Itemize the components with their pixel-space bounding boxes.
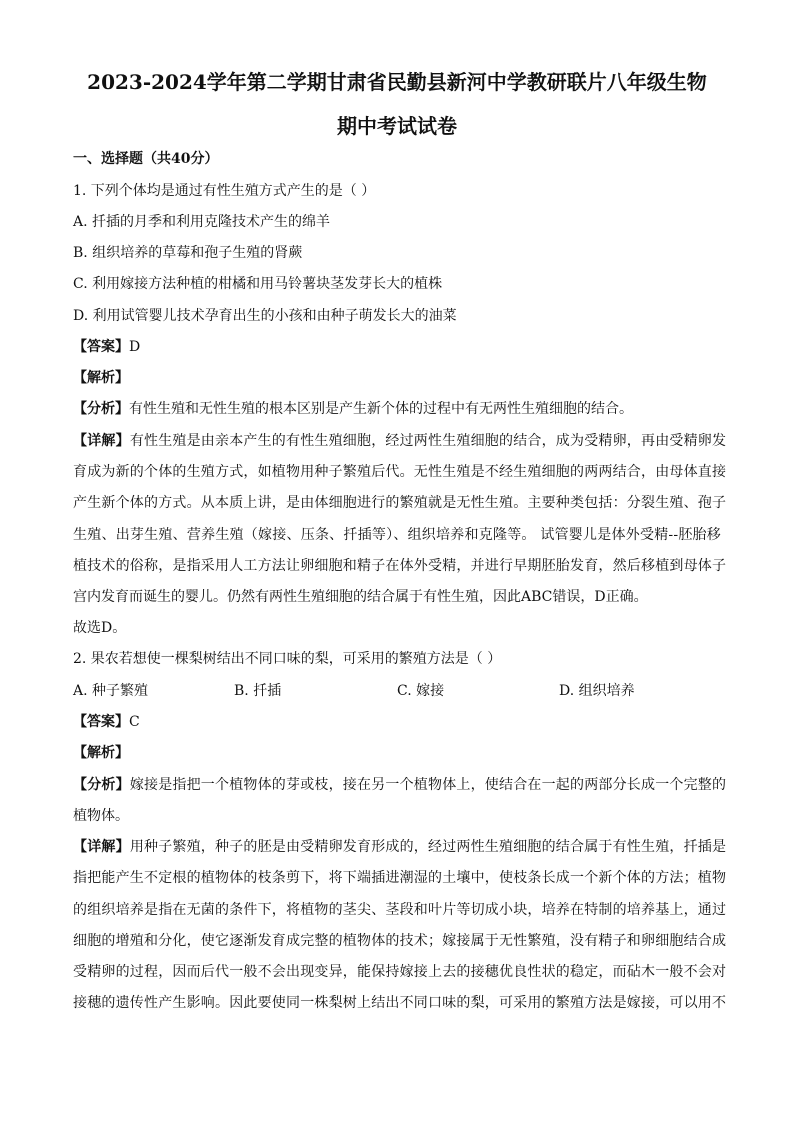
xiangjie-text: 有性生殖是由亲本产生的有性生殖细胞，经过两性生殖细胞的结合，成为受精卵，再由受精卵发 [129,433,727,449]
fenxi-tag: 【分析】 [73,401,129,417]
q2-option-a: A. 种子繁殖 [73,683,149,699]
q2-xiangjie-line6: 接穗的遗传性产生影响。因此要使同一株梨树上结出不同口味的梨，可采用的繁殖方法是嫁接，可以用不 [73,995,727,1011]
q2-answer [73,711,721,733]
fenxi-text: 嫁接是指把一个植物体的芽或枝，接在另一个植物体上，使结合在一起的两部分长成一个完整的 [129,777,727,793]
q2-option-d: D. 组织培养 [559,683,635,699]
q1-xiangjie-line5: 植技术的俗称，是指采用人工方法让卵细胞和精子在体外受精，并进行早期胚胎发育，然后移植到母体子 [73,558,727,574]
answer-tag: 【答案】 [73,714,129,730]
q1-option-b: B. 组织培养的草莓和孢子生殖的肾蕨 [73,245,303,261]
q1-conclusion: 故选D。 [73,620,127,636]
q2-fenxi-line1 [73,774,727,796]
document-title-line1: 2023-2024学年第二学期甘肃省民勤县新河中学教研联片八年级生物 [87,70,707,94]
fenxi-tag: 【分析】 [73,777,130,793]
section-heading: 一、选择题（共40分） [73,151,219,167]
q1-xiangjie-line1 [73,430,727,452]
xiangjie-tag: 【详解】 [73,839,130,855]
q2-fenxi-line2: 植物体。 [73,808,129,824]
answer-value: D [129,339,141,355]
q2-xiangjie-line4: 细胞的增殖和分化，使它逐渐发育成完整的植物体的技术；嫁接属于无性繁殖，没有精子和卵细胞结合成 [73,933,727,949]
q1-fenxi [73,398,721,420]
q2-option-c: C. 嫁接 [397,683,445,699]
q2-xiangjie-line1 [73,836,727,858]
q1-option-c: C. 利用嫁接方法种植的柑橘和用马铃薯块茎发芽长大的植株 [73,276,443,292]
q1-answer [73,336,721,358]
xiangjie-text: 用种子繁殖，种子的胚是由受精卵发育形成的，经过两性生殖细胞的结合属于有性生殖，扦插是 [129,839,727,855]
q2-analysis-tag: 【解析】 [73,745,129,761]
answer-tag: 【答案】 [73,339,129,355]
q1-option-a: A. 扦插的月季和利用克隆技术产生的绵羊 [73,214,331,230]
q2-xiangjie-line3: 的组织培养是指在无菌的条件下，将植物的茎尖、茎段和叶片等切成小块，培养在特制的培养基上，通过 [73,902,727,918]
q1-stem: 1. 下列个体均是通过有性生殖方式产生的是（ ） [73,183,376,199]
fenxi-text: 有性生殖和无性生殖的根本区别是产生新个体的过程中有无两性生殖细胞的结合。 [129,401,633,417]
q1-option-d: D. 利用试管婴儿技术孕育出生的小孩和由种子萌发长大的油菜 [73,308,457,324]
q2-xiangjie-line2: 指把能产生不定根的植物体的枝条剪下，将下端插进潮湿的土壤中，使枝条长成一个新个体的方法；植物 [73,870,727,886]
xiangjie-tag: 【详解】 [73,433,130,449]
q1-xiangjie-line2: 育成为新的个体的生殖方式，如植物用种子繁殖后代。无性生殖是不经生殖细胞的两两结合，由母体直接 [73,464,727,480]
q1-xiangjie-line4: 生殖、出芽生殖、营养生殖（嫁接、压条、扦插等）、组织培养和克隆等。 试管婴儿是体外受精--胚胎移 [73,527,721,543]
q2-option-b: B. 扦插 [234,683,282,699]
q1-analysis-tag: 【解析】 [73,370,129,386]
q2-stem: 2. 果农若想使一棵梨树结出不同口味的梨，可采用的繁殖方法是（ ） [73,651,502,667]
document-title-line2: 期中考试试卷 [337,114,457,138]
q1-xiangjie-line3: 产生新个体的方式。从本质上讲，是由体细胞进行的繁殖就是无性生殖。主要种类包括：分裂生殖、孢子 [73,495,727,511]
answer-value: C [129,714,140,730]
q2-xiangjie-line5: 受精卵的过程，因而后代一般不会出现变异，能保持嫁接上去的接穗优良性状的稳定，而砧木一般不会对 [73,964,727,980]
q1-xiangjie-line6: 宫内发育而诞生的婴儿。仍然有两性生殖细胞的结合属于有性生殖，因此ABC错误，D正确。 [73,589,648,605]
